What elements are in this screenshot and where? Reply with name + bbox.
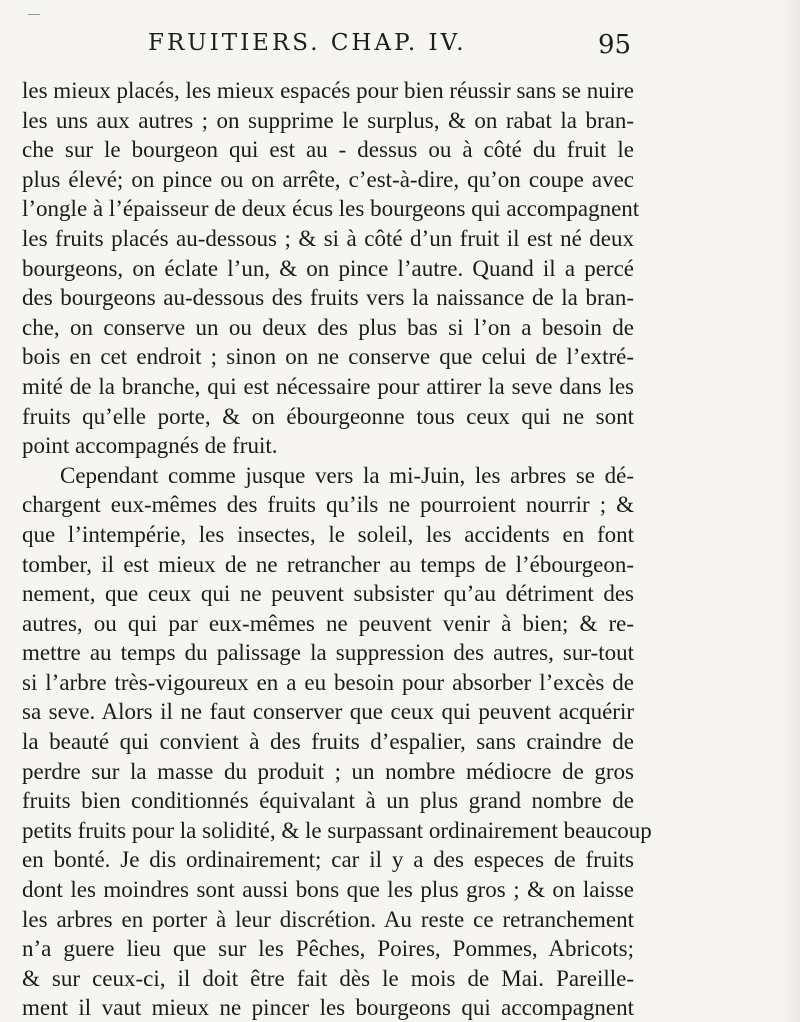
running-head — [0, 30, 800, 70]
text-line: des bourgeons au-dessous des fruits vers la naissance de la bran- — [22, 285, 634, 311]
text-line: bois en cet endroit ; sinon on ne conserve que celui de l’extré- — [22, 344, 634, 370]
text-line: fruits qu’elle porte, & on ébourgeonne tous ceux qui ne sont — [22, 403, 634, 429]
text-line: perdre sur la masse du produit ; un nombre médiocre de gros — [22, 758, 634, 784]
text-line: & sur ceux-ci, il doit être fait dès le mois de Mai. Pareille- — [22, 965, 634, 991]
text-line: che, on conserve un ou deux des plus bas si l’on a besoin de — [22, 314, 634, 340]
text-line: ment il vaut mieux ne pincer les bourgeons qui accompagnent — [22, 995, 634, 1021]
page-corner-mark — [28, 14, 40, 15]
text-line: autres, ou qui par eux-mêmes ne peuvent venir à bien; & re- — [22, 610, 634, 636]
page-edge-shadow — [782, 0, 800, 1022]
text-line: les mieux placés, les mieux espacés pour bien réussir sans se nuire — [22, 78, 634, 103]
text-line: che sur le bourgeon qui est au - dessus ou à côté du fruit le — [22, 137, 634, 163]
text-line: les fruits placés au-dessous ; & si à côté d’un fruit il est né deux — [22, 225, 634, 251]
text-line: nement, que ceux qui ne peuvent subsister qu’au détriment des — [22, 581, 634, 607]
body-text — [22, 76, 652, 1022]
text-line: la beauté qui convient à des fruits d’espalier, sans craindre de — [22, 729, 634, 755]
text-line: tomber, il est mieux de ne retrancher au temps de l’ébourgeon- — [22, 551, 634, 577]
text-line: bourgeons, on éclate l’un, & on pince l’autre. Quand il a percé — [22, 255, 634, 281]
text-line: chargent eux-mêmes des fruits qu’ils ne pourroient nourrir ; & — [22, 492, 634, 518]
text-line: en bonté. Je dis ordinairement; car il y a des especes de fruits — [22, 847, 634, 873]
paragraph-start-line: Cependant comme jusque vers la mi-Juin, les arbres se dé- — [60, 462, 634, 488]
text-line: mité de la branche, qui est nécessaire pour attirer la seve dans les — [22, 373, 634, 399]
text-line: plus élevé; on pince ou on arrête, c’est-à-dire, qu’on coupe avec — [22, 166, 634, 192]
text-line: petits fruits pour la solidité, & le surpassant ordinairement beaucoup — [22, 817, 652, 843]
page-number: 95 — [598, 30, 632, 60]
text-line: dont les moindres sont aussi bons que les plus gros ; & on laisse — [22, 877, 634, 903]
text-line: les arbres en porter à leur discrétion. Au reste ce retranchement — [22, 906, 634, 932]
text-line: si l’arbre très-vigoureux en a eu besoin pour absorber l’excès de — [22, 669, 634, 695]
text-line: l’ongle à l’épaisseur de deux écus les bourgeons qui accompagnent — [22, 196, 640, 222]
paragraph-end-line: point accompagnés de fruit. — [22, 433, 278, 459]
text-line: que l’intempérie, les insectes, le soleil, les accidents en font — [22, 521, 634, 547]
text-line: les uns aux autres ; on supprime le surplus, & on rabat la bran- — [22, 107, 634, 133]
running-title: FRUITIERS. CHAP. IV. — [148, 30, 467, 56]
text-line: mettre au temps du palissage la suppression des autres, sur-tout — [22, 640, 634, 666]
text-line: sa seve. Alors il ne faut conserver que ceux qui peuvent acquérir — [22, 699, 634, 725]
text-line: n’a guere lieu que sur les Pêches, Poires, Pommes, Abricots; — [22, 936, 634, 962]
text-line: fruits bien conditionnés équivalant à un plus grand nombre de — [22, 788, 634, 814]
